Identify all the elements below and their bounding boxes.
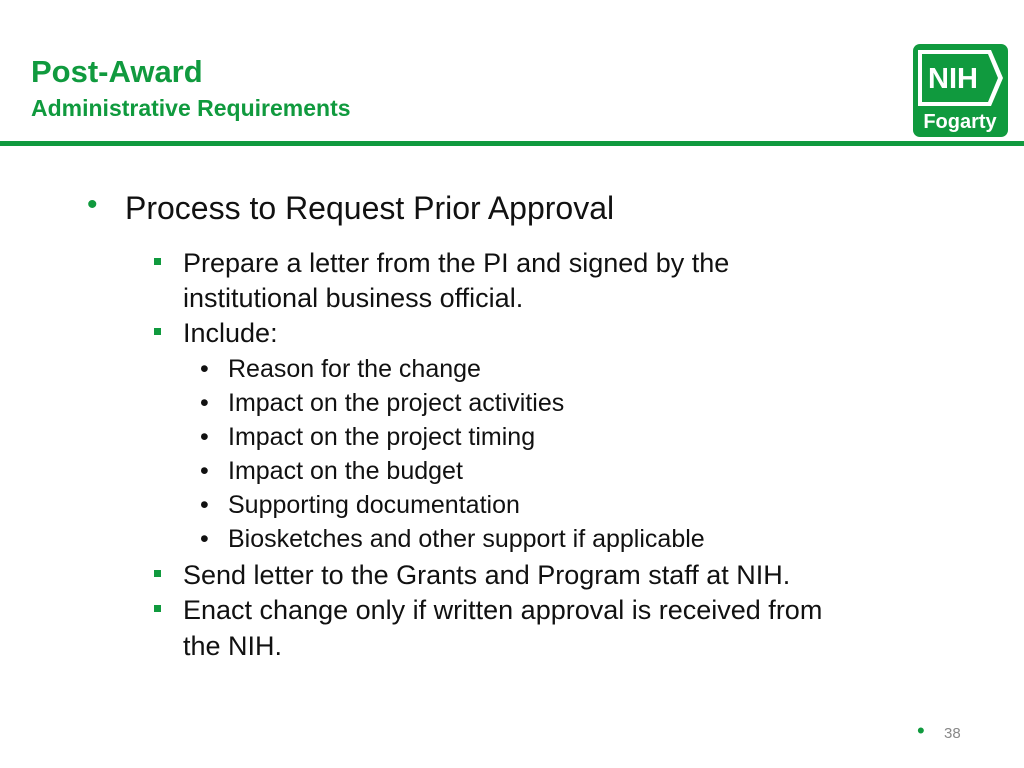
- logo-nih-text: NIH: [928, 63, 978, 95]
- bullet-dot: •: [200, 423, 209, 451]
- footer-bullet-dot: •: [917, 718, 925, 743]
- list-item-text: Include:: [183, 318, 278, 348]
- square-bullet: [154, 258, 161, 265]
- sub-list-item-text: Impact on the budget: [228, 457, 463, 485]
- bullet-dot: •: [200, 491, 209, 519]
- square-bullet: [154, 605, 161, 612]
- list-item-text: institutional business official.: [183, 283, 524, 313]
- sub-list-item-text: Supporting documentation: [228, 491, 520, 519]
- sub-list-item-text: Impact on the project timing: [228, 423, 536, 451]
- bullet-dot: •: [200, 355, 209, 383]
- list-item-text: the NIH.: [183, 631, 283, 661]
- slide-title: Post-Award: [31, 54, 203, 89]
- square-bullet: [154, 570, 161, 577]
- bullet-heading-text: Process to Request Prior Approval: [125, 190, 615, 226]
- square-bullet: [154, 328, 161, 335]
- list-item-text: Prepare a letter from the PI and signed by the: [183, 248, 730, 278]
- bullet-dot: •: [87, 188, 98, 221]
- bullet-dot: •: [200, 389, 209, 417]
- bullet-dot: •: [200, 525, 209, 553]
- sub-list-item-text: Reason for the change: [228, 355, 481, 383]
- logo-fogarty-text: Fogarty: [923, 111, 997, 133]
- list-item-text: Enact change only if written approval is received from: [183, 595, 823, 625]
- sub-list-item-text: Biosketches and other support if applicable: [228, 525, 705, 553]
- bullet-dot: •: [200, 457, 209, 485]
- sub-list-item-text: Impact on the project activities: [228, 389, 565, 417]
- list-item-text: Send letter to the Grants and Program staff at NIH.: [183, 560, 791, 590]
- page-number: 38: [944, 725, 961, 742]
- slide-subtitle: Administrative Requirements: [31, 95, 351, 121]
